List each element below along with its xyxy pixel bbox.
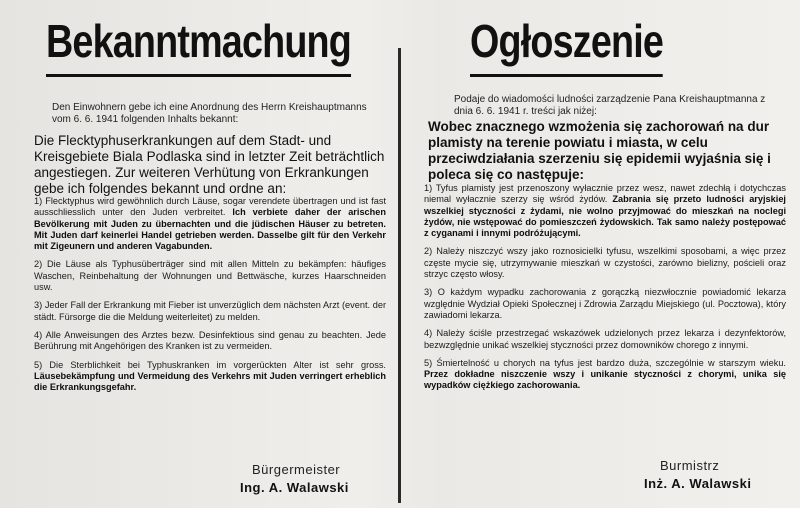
polish-title: Ogłoszenie bbox=[470, 8, 663, 77]
german-lead-paragraph: Die Flecktyphuserkrankungen auf dem Stadt- und Kreisgebiete Biala Podlaska sind in letzter Zeit beträchtlich angestiegen. Zur weiteren Verhütung von Erkrankungen gebe ich folgendes bekannt und ordne an: bbox=[34, 133, 385, 196]
german-point-1-text: 1) Flecktyphus wird gewöhnlich durch Läuse, sogar verendete übertragen und ist fast ausschliesslich unter den Juden verbreitet. bbox=[34, 196, 386, 218]
polish-body bbox=[424, 183, 786, 399]
german-signature-name: Ing. A. Walawski bbox=[240, 480, 349, 495]
german-body bbox=[34, 196, 386, 400]
polish-point-5-emphasis: Przez dokładne niszczenie wszy i unikanie styczności z chorymi, unika się wypadków ciężkiego zachorowania. bbox=[424, 369, 786, 391]
polish-intro: Podaje do wiadomości ludności zarządzenie Pana Kreishauptmanna z dnia 6. 6. 1941 r. treści jak niżej: bbox=[454, 94, 766, 117]
german-intro: Den Einwohnern gebe ich eine Anordnung des Herrn Kreishauptmanns vom 6. 6. 1941 folgenden Inhalts bekannt: bbox=[52, 102, 367, 125]
german-signature-title: Bürgermeister bbox=[252, 462, 341, 477]
polish-column bbox=[408, 0, 792, 508]
german-point-4: 4) Alle Anweisungen des Arztes bezw. Desinfektious sind genau zu beachten. Jede Berührung mit Angehörigen des Kranken ist zu vermeiden. bbox=[34, 329, 386, 352]
polish-signature-name: Inż. A. Walawski bbox=[644, 476, 752, 491]
german-column bbox=[8, 0, 392, 508]
german-point-5-text: 5) Die Sterblichkeit bei Typhuskranken im vorgerückten Alter ist sehr gross. bbox=[34, 359, 386, 370]
german-point-5-emphasis: Läusebekämpfung und Vermeidung des Verkehrs mit Juden verringert erheblich die Erkrankungsgefahr. bbox=[34, 370, 386, 393]
german-point-3: 3) Jeder Fall der Erkrankung mit Fieber ist unverzüglich dem nächsten Arzt (event. der städt. Fürsorge die die Meldung weiterleitet) zu melden. bbox=[34, 300, 386, 322]
polish-point-5 bbox=[424, 358, 786, 392]
column-divider bbox=[398, 48, 401, 503]
german-point-1 bbox=[34, 196, 386, 252]
german-point-2: 2) Die Läuse als Typhusüberträger sind mit allen Mitteln zu bekämpfen: häufiges Waschen, Reinbehaltung der Wohnungen und Bettwäsche, kurzes Haarschneiden usw. bbox=[34, 259, 386, 293]
polish-lead-paragraph: Wobec znacznego wzmożenia się zachorowań na dur plamisty na terenie powiatu i miasta, w celu przeciwdziałania szerzeniu się epidemii wyjaśnia się i poleca się co następuje: bbox=[428, 119, 771, 182]
polish-point-4: 4) Należy ściśle przestrzegać wskazówek udzielonych przez lekarza i dezynfektorów, bezwzględnie unikać wszelkiej styczności przez domowników chorego z innymi. bbox=[424, 328, 786, 350]
polish-point-1-emphasis: Zabrania się przeto ludności aryjskiej wszelkiej styczności z żydami, nie wolno przyjmować do mieszkań na noclegi żydów, nie wstępować do pomieszczeń żydowskich. Tak samo należy postępować z cyganami i innymi podróżującymi. bbox=[424, 194, 786, 239]
german-point-5 bbox=[34, 360, 386, 394]
polish-point-2: 2) Należy niszczyć wszy jako roznosicielki tyfusu, wszelkimi sposobami, a więc przez częste mycie się, utrzymywanie mieszkań w czystości, zarówno bielizny, pościeli oraz strzyc często włosy. bbox=[424, 246, 786, 280]
polish-point-1-text: 1) Tyfus plamisty jest przenoszony wyłacznie przez wesz, nawet zdechłą i dotychczas niemal wyłacznie szerzy się wśród żydów. bbox=[424, 183, 786, 205]
polish-signature-title: Burmistrz bbox=[660, 458, 720, 473]
german-point-1-emphasis: Ich verbiete daher der arischen Bevölkerung mit Juden zu übernachten und die jüdischen Häuser zu betreten. Mit Juden darf keinerlei Handel getrieben werden. Dasselbe gilt für den Verkehr mit Zigeunern und anderen Vagabunden. bbox=[34, 207, 386, 252]
polish-point-5-text: 5) Śmiertelność u chorych na tyfus jest bardzo duża, szczególnie w starszym wieku. bbox=[424, 357, 786, 368]
polish-point-3: 3) O każdym wypadku zachorowania z gorączką niezwłocznie powiadomić lekarza względnie Wydział Opieki Społecznej i Zdrowia Zarządu Miejskiego (ul. Pocztowa), który zawiadomi lekarza. bbox=[424, 287, 786, 320]
german-title: Bekanntmachung bbox=[46, 8, 351, 77]
polish-point-1 bbox=[424, 183, 786, 239]
